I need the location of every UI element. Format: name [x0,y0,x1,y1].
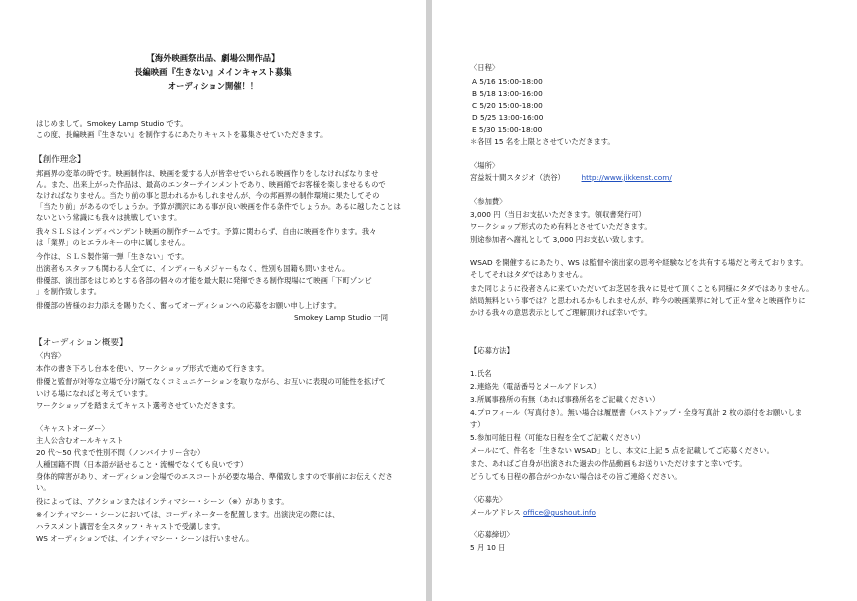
philosophy-heading: 【創作理念】 [34,155,86,165]
schedule-item-e: E 5/30 15:00-18:00 [472,125,543,134]
doc-title-line-3: オーディション開催！！ [167,81,259,91]
fee-line-1: 3,000 円（当日お支払いただきます。領収書発行可） [470,210,646,219]
contact-label: メールアドレス [470,508,524,517]
philosophy-line-11: 」を制作致します。 [36,287,102,296]
schedule-note: ＊各回 15 名を上限とさせていただきます。 [470,137,615,146]
cast-line-9: ハラスメント講習を全スタッフ・キャストで受講します。 [36,522,225,531]
overview-line-1: 〈内容〉 [36,351,66,360]
venue-heading: 〈場所〉 [470,161,500,170]
cast-line-2: 主人公含むオールキャスト [36,436,124,445]
ws-line-4: 結局無料という事では？と思われるかもしれませんが、昨今の映画業界に対して正々堂々と映画作りに [470,296,806,305]
overview-line-5: ワークショップを踏まえてキャスト選考させていただきます。 [36,401,240,410]
philosophy-line-12: 俳優部の皆様のお力添えを賜りたく、奮ってオーディションへの応募をお願い申し上げます。 [36,301,342,310]
contact-email-link[interactable]: office@gushout.info [523,508,597,517]
philosophy-line-2: ん。また、出来上がった作品は、最高のエンターテインメントであり、映画館でお客様を楽しませるもので [36,180,386,189]
schedule-item-b: B 5/18 13:00-16:00 [472,89,543,98]
schedule-item-a: A 5/16 15:00-18:00 [472,77,543,86]
intro-line-1: はじめまして。Smokey Lamp Studio です。 [36,119,188,128]
cast-line-5: 身体的障害があり、オーディション会場でのエスコートが必要な場合、準備致しますので事前にお伝えくださ [36,472,393,481]
philosophy-line-9: 出演者もスタッフも関わる人全てに、インディーもメジャーもなく、性別も国籍も問いません。 [36,264,350,273]
doc-title-line-2: 長編映画『生きない』メインキャスト募集 [134,67,292,77]
apply-line-2: 2.連絡先（電話番号とメールアドレス） [470,382,601,391]
overview-line-3: 俳優と監督が対等な立場で分け隔てなくコミュニケーションを取りながら、お互いに表現の可能性を拡げて [36,377,386,386]
venue-url-link[interactable]: http://www.jikkenst.com/ [581,173,672,182]
philosophy-line-4: 「当たり前」があるのでしょうか。予算が潤沢にある事が良い映画を作る条件でしょうか。あるに越したことは [36,202,401,211]
apply-line-7: メールにて、件名を「生きない WSAD」とし、本文に上記 5 点を記載してご応募ください。 [470,446,774,455]
apply-line-1: 1.氏名 [470,369,492,378]
ws-line-5: かける我々の意思表示としてご理解頂ければ幸いです。 [470,308,652,317]
overview-line-2: 本作の書き下ろし台本を使い、ワークショップ形式で進めて行きます。 [36,364,269,373]
philosophy-line-7: は「業界」のヒエラルキーの中に属しません。 [36,238,190,247]
philosophy-line-8: 今作は、ＳＬＳ製作第一弾「生きない」です。 [36,252,189,261]
philosophy-line-1: 邦画界の変革の時です。映画制作は、映画を愛する人が皆幸せでいられる映画作りをしなければなりませ [36,169,379,178]
apply-line-5: す） [470,420,485,429]
fee-line-2: ワークショップ形式のため有料とさせていただきます。 [470,222,652,231]
apply-line-6: 5.参加可能日程（可能な日程を全てご記載ください） [470,433,645,442]
cast-line-8: ※インティマシー・シーンにおいては、コーディネーターを配置します。出演決定の際には、 [36,510,340,519]
cast-line-10: WS オーディションでは、インティマシー・シーンは行いません。 [36,534,254,543]
philosophy-line-3: なければなりません。当たり前の事と思われるかもしれませんが、今の邦画界の制作環境に果たしてその [36,191,380,200]
ws-line-2: そしてそれはタダではありません。 [470,270,588,279]
philosophy-line-6: 我々ＳＬＳはインディペンデント映画の制作チームです。予算に関わらず、自由に映画を作ります。我々 [36,227,377,236]
fee-line-3: 別途参加者へ謝礼として 3,000 円お支払い致します。 [470,235,649,244]
doc-title-line-1: 【海外映画祭出品、劇場公開作品】 [146,53,280,63]
schedule-item-d: D 5/25 13:00-16:00 [472,113,544,122]
apply-heading: 【応募方法】 [470,346,514,355]
cast-line-6: い。 [36,483,51,492]
cast-line-1: 〈キャストオーダー〉 [36,424,109,433]
schedule-heading: 〈日程〉 [470,63,500,72]
apply-line-4: 4.プロフィール（写真付き）。無い場合は履歴書（バストアップ・全身写真計 2 枚の添付をお願いしま [470,408,803,417]
fee-heading: 〈参加費〉 [470,197,507,206]
philosophy-line-5: ないという常識にも我々は挑戦しています。 [36,213,182,222]
philosophy-line-10: 俳優部、演出部をはじめとする各部の個々の才能を最大限に発揮できる制作現場にて映画「下町ゾンビ [36,276,372,285]
deadline-date: 5 月 10 日 [470,543,506,552]
ws-line-1: WSAD を開催するにあたり、WS は監督や演出家の思考や経験などを共有する場だと考えております。 [470,258,808,267]
studio-signature: Smokey Lamp Studio 一同 [293,313,388,322]
cast-line-4: 人種国籍不問（日本語が話せること・流暢でなくても良いです） [36,460,248,469]
venue-line [470,173,672,183]
contact-heading: 〈応募先〉 [470,495,507,504]
document-page-right [432,0,857,601]
document-page-left [0,0,426,601]
cast-line-3: 20 代〜50 代まで性別不問（ノンバイナリー含む） [36,448,205,457]
contact-line [470,508,596,518]
cast-line-7: 役によっては、アクションまたはインティマシー・シーン（※）があります。 [36,497,289,506]
overview-line-4: いける場になればと考えています。 [36,389,153,398]
deadline-heading: 〈応募締切〉 [470,530,514,539]
ws-line-3: また同じように役者さんに来ていただいてお芝居を我々に見せて頂くことも同様にタダではありません。 [470,284,814,293]
overview-heading: 【オーディション概要】 [34,338,128,348]
venue-name: 宮益坂十間スタジオ（渋谷） [470,173,565,182]
schedule-item-c: C 5/20 15:00-18:00 [472,101,543,110]
intro-line-2: この度、長編映画『生きない』を制作するにあたりキャストを募集させていただきます。 [36,130,328,139]
apply-line-3: 3.所属事務所の有無（あれば事務所名をご記載ください） [470,395,660,404]
apply-line-8: また、あればご自身が出演された過去の作品動画もお送りいただけますと幸いです。 [470,459,747,468]
apply-line-9: どうしても日程の都合がつかない場合はその旨ご連絡ください。 [470,472,682,481]
